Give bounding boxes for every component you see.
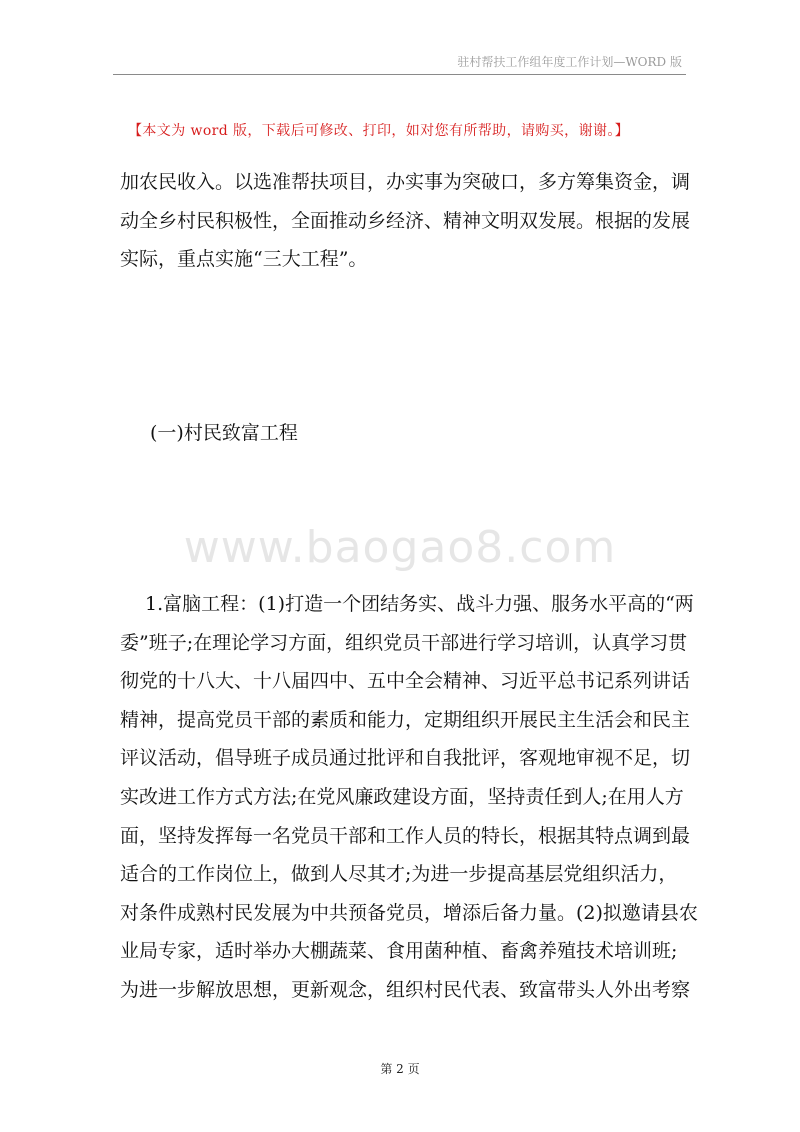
paragraph-line: 对条件成熟村民发展为中共预备党员，增添后备力量。(2)拟邀请县农 bbox=[120, 901, 698, 924]
paragraph-line: 彻党的十八大、十八届四中、五中全会精神、习近平总书记系列讲话 bbox=[120, 670, 691, 693]
paragraph-line: 实改进工作方式方法;在党风廉政建设方面，坚持责任到人;在用人方 bbox=[120, 785, 684, 808]
page-number: 第 2 页 bbox=[380, 1062, 420, 1076]
paragraph-line: 适合的工作岗位上，做到人尽其才;为进一步提高基层党组织活力， bbox=[120, 863, 678, 886]
paragraph-line: 精神，提高党员干部的素质和能力，定期组织开展民主生活会和民主 bbox=[120, 708, 691, 731]
header-document-title: 驻村帮扶工作组年度工作计划—WORD 版 bbox=[457, 55, 682, 69]
section-heading: (一)村民致富工程 bbox=[150, 422, 298, 444]
paragraph-line: 评议活动，倡导班子成员通过批评和自我批评，客观地审视不足，切 bbox=[120, 747, 691, 770]
paragraph-intro bbox=[120, 163, 692, 279]
paragraph-line: 业局专家，适时举办大棚蔬菜、食用菌种植、畜禽养殖技术培训班; bbox=[120, 940, 678, 963]
site-watermark: www.baogao8.com bbox=[183, 522, 617, 573]
paragraph-line: 委”班子;在理论学习方面，组织党员干部进行学习培训，认真学习贯 bbox=[120, 631, 688, 654]
paragraph-line: 实际，重点实施“三大工程”。 bbox=[120, 248, 368, 271]
paragraph-line: 面，坚持发挥每一名党员干部和工作人员的特长，根据其特点调到最 bbox=[120, 824, 691, 847]
paragraph-line: 为进一步解放思想，更新观念，组织村民代表、致富带头人外出考察 bbox=[120, 978, 691, 1001]
paragraph-brain-project bbox=[120, 585, 698, 1010]
header-divider bbox=[113, 74, 686, 75]
paragraph-line: 1.富脑工程：(1)打造一个团结务实、战斗力强、服务水平高的“两 bbox=[120, 593, 694, 615]
purchase-notice: 【本文为 word 版，下载后可修改、打印，如对您有所帮助，请购买，谢谢。】 bbox=[128, 123, 630, 139]
paragraph-line: 加农民收入。以选准帮扶项目，办实事为突破口，多方筹集资金，调 bbox=[120, 171, 691, 193]
paragraph-line: 动全乡村民积极性，全面推动乡经济、精神文明双发展。根据的发展 bbox=[120, 209, 691, 232]
